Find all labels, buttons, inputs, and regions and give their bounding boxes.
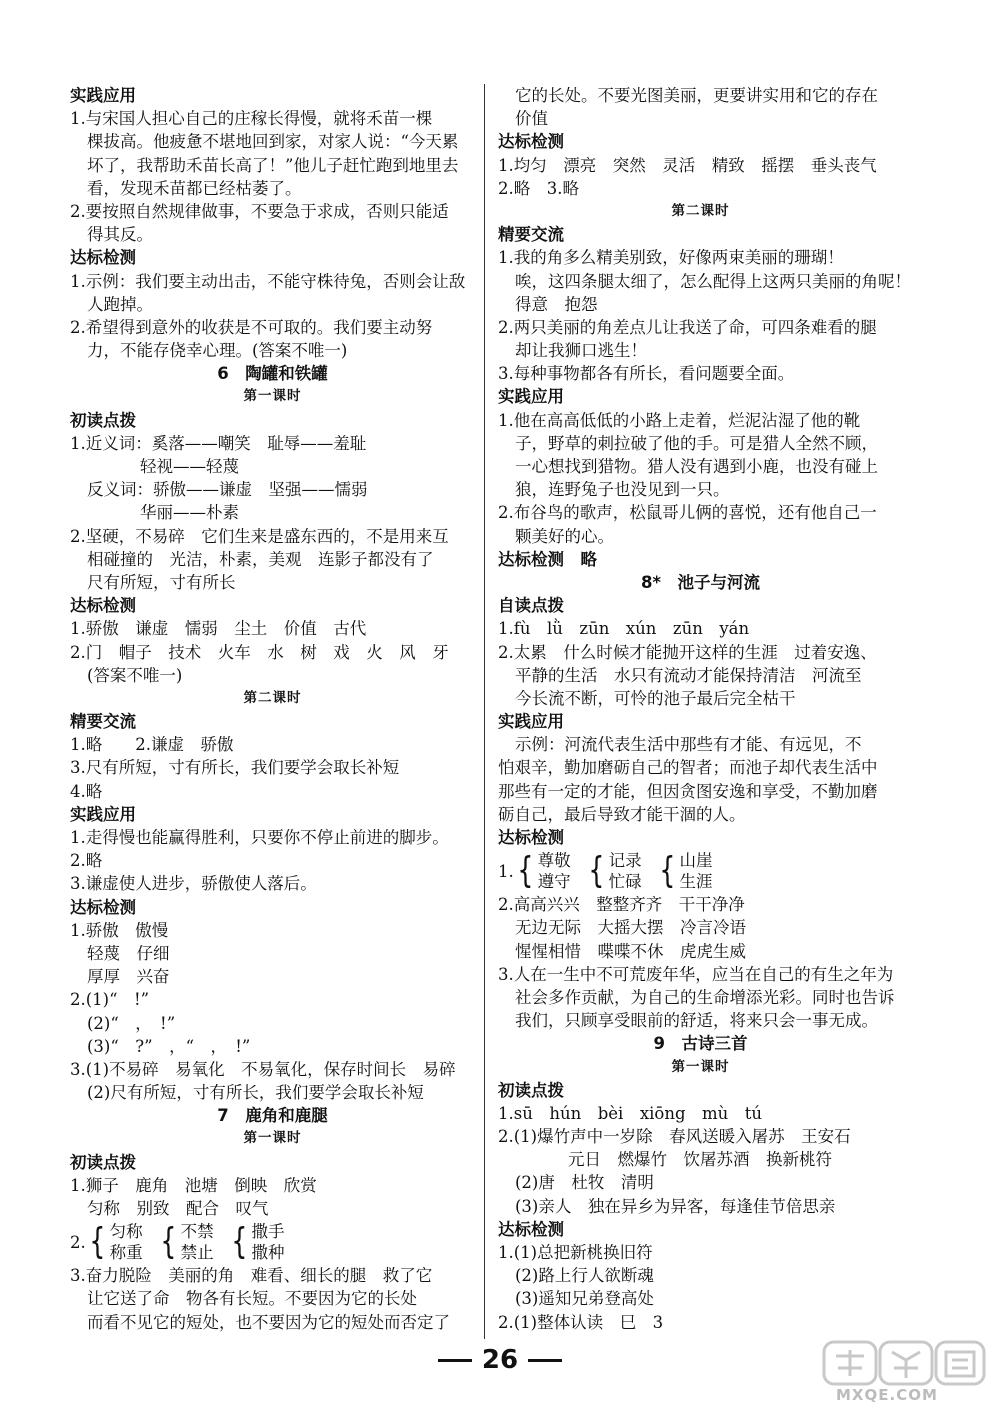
answer-line: 让它送了命 物各有长短。不要因为它的长处 bbox=[87, 1289, 417, 1309]
brace-icon: { bbox=[230, 1221, 248, 1263]
answer-line: 棵拔高。他疲惫不堪地回到家，对家人说：“今天累 bbox=[87, 132, 459, 152]
dash-icon bbox=[438, 1359, 472, 1362]
brace-item: 遵守 bbox=[537, 872, 571, 892]
answer-line: 2.门 帽子 技术 火车 水 树 戏 火 风 牙 bbox=[70, 642, 449, 662]
brace-icon: { bbox=[517, 850, 534, 892]
section-heading: 初读点拨 bbox=[70, 1152, 136, 1172]
right-column bbox=[498, 84, 911, 1334]
lesson-subtitle: 第二课时 bbox=[243, 689, 302, 706]
answer-line: 人跑掉。 bbox=[87, 294, 153, 314]
answer-line: 子，野草的刺拉破了他的手。可是猎人全然不顾， bbox=[515, 433, 878, 453]
section-heading: 达标检测 bbox=[70, 596, 136, 616]
answer-line: 2.(1)整体认读 巳 3 bbox=[498, 1312, 664, 1332]
answer-line: 示例：河流代表生活中那些有才能、有远见，不 bbox=[515, 735, 862, 755]
page-number-value: 26 bbox=[481, 1345, 519, 1375]
brace-item: 称重 bbox=[109, 1243, 143, 1263]
answer-line: 我们，只顾享受眼前的舒适，将来只会一事无成。 bbox=[515, 1011, 878, 1031]
answer-line: 而看不见它的短处，也不要因为它的短处而否定了 bbox=[87, 1312, 450, 1332]
answer-line: 3.尺有所短，寸有所长，我们要学会取长补短 bbox=[70, 758, 400, 778]
answer-line: 看，发现禾苗都已经枯萎了。 bbox=[87, 178, 302, 198]
answer-line: 2.略 3.略 bbox=[498, 178, 579, 198]
answer-line: 1.(1)总把新桃换旧符 bbox=[498, 1243, 653, 1262]
brace-group bbox=[585, 850, 642, 892]
answer-line: 轻蔑 仔细 bbox=[87, 943, 170, 963]
brace-icon: { bbox=[160, 1221, 177, 1263]
section-heading: 精要交流 bbox=[70, 712, 136, 732]
answer-line: 厚厚 兴奋 bbox=[87, 967, 170, 987]
answer-line: 2.略 bbox=[70, 851, 103, 871]
answer-line: 反义词：骄傲——谦虚 坚强——懦弱 bbox=[87, 480, 368, 500]
answer-line: 3.奋力脱险 美丽的角 难看、细长的腿 救了它 bbox=[70, 1266, 433, 1286]
watermark-text: MXQE.COM bbox=[836, 1386, 938, 1404]
section-heading: 实践应用 bbox=[70, 86, 136, 105]
answer-line: 今长流不断，可怜的池子最后完全枯干 bbox=[515, 688, 796, 708]
answer-line: 1.狮子 鹿角 池塘 倒映 欣赏 bbox=[70, 1175, 317, 1195]
brace-item: 撒手 bbox=[251, 1222, 285, 1242]
answer-line: 1.示例：我们要主动出击，不能守株待兔，否则会让敌 bbox=[70, 271, 466, 291]
brace-icon: { bbox=[658, 850, 676, 892]
section-heading: 初读点拨 bbox=[70, 410, 136, 430]
answer-line: 平静的生活 水只有流动才能保持清洁 河流至 bbox=[515, 665, 862, 685]
answer-line: (答案不唯一) bbox=[87, 665, 183, 685]
answer-line: 2.(1)“ !” bbox=[70, 990, 150, 1010]
answer-line: (3)“ ?” ，“ ， !” bbox=[87, 1036, 251, 1056]
answer-line: 砺自己，最后导致才能干涸的人。 bbox=[498, 804, 746, 824]
lesson-title: 6 陶罐和铁罐 bbox=[217, 364, 328, 384]
brace-item: 生涯 bbox=[679, 872, 713, 892]
brace-item: 禁止 bbox=[180, 1243, 214, 1263]
answer-line: 2.布谷鸟的歌声，松鼠哥儿俩的喜悦，还有他自己一 bbox=[498, 503, 877, 523]
answer-line: 相碰撞的 光洁，朴素，美观 连影子都没有了 bbox=[87, 549, 434, 569]
section-heading: 达标检测 bbox=[498, 132, 564, 152]
lesson-title: 8* 池子与河流 bbox=[640, 572, 761, 592]
brace-item: 尊敬 bbox=[537, 851, 571, 871]
answer-line: 1.骄傲 谦虚 懦弱 尘土 价值 古代 bbox=[70, 619, 367, 639]
brace-item: 山崖 bbox=[679, 851, 713, 871]
section-heading: 达标检测 bbox=[70, 248, 136, 268]
lesson-subtitle: 第一课时 bbox=[671, 1058, 730, 1075]
brace-group-row bbox=[498, 849, 903, 893]
section-heading: 达标检测 bbox=[498, 1219, 564, 1239]
answer-line: 1.走得慢也能赢得胜利，只要你不停止前进的脚步。 bbox=[70, 828, 449, 847]
left-column bbox=[70, 84, 475, 1334]
section-heading: 达标检测 bbox=[498, 828, 564, 847]
answer-line: (2)路上行人欲断魂 bbox=[515, 1266, 654, 1286]
answer-line: 一心想找到猎物。猎人没有遇到小鹿，也没有碰上 bbox=[515, 457, 878, 476]
lesson-subtitle: 第一课时 bbox=[243, 1130, 302, 1147]
section-heading: 精要交流 bbox=[498, 225, 564, 245]
answer-line: 华丽——朴素 bbox=[140, 503, 239, 523]
brace-group bbox=[228, 1221, 285, 1263]
section-heading: 实践应用 bbox=[498, 712, 564, 732]
answer-line: 匀称 别致 配合 叹气 bbox=[87, 1199, 269, 1218]
answer-line: 轻视——轻蔑 bbox=[140, 457, 239, 476]
brace-group bbox=[86, 1221, 143, 1263]
pinyin-line: 1.fù lǜ zūn xún zūn yán bbox=[498, 619, 750, 639]
brace-icon: { bbox=[89, 1221, 106, 1263]
brace-item: 不禁 bbox=[180, 1222, 214, 1242]
answer-line: 价值 bbox=[515, 109, 548, 129]
lesson-title: 7 鹿角和鹿腿 bbox=[217, 1106, 328, 1126]
answer-line: 社会多作贡献，为自己的生命增添光彩。同时也告诉 bbox=[515, 987, 895, 1007]
answer-line: 2.(1)爆竹声中一岁除 春风送暖入屠苏 王安石 bbox=[498, 1127, 851, 1147]
answer-line: 1.近义词：奚落——嘲笑 耻辱——羞耻 bbox=[70, 433, 367, 453]
answer-line: 元日 燃爆竹 饮屠苏酒 换新桃符 bbox=[568, 1150, 832, 1170]
answer-line: 颗美好的心。 bbox=[515, 526, 614, 546]
section-heading: 达标检测 bbox=[70, 897, 136, 917]
answer-line: (2)“ ， !” bbox=[87, 1013, 176, 1033]
brace-item: 撒种 bbox=[251, 1243, 285, 1263]
answer-line: 得意 抱怨 bbox=[515, 294, 598, 314]
column-divider bbox=[484, 84, 485, 1339]
brace-item: 匀称 bbox=[109, 1222, 143, 1242]
section-heading: 达标检测 略 bbox=[498, 549, 597, 569]
question-number: 1. bbox=[498, 861, 514, 881]
brace-group bbox=[656, 850, 713, 892]
answer-line: 1.我的角多么精美别致，好像两束美丽的珊瑚！ bbox=[498, 248, 844, 268]
brace-icon: { bbox=[588, 850, 605, 892]
answer-line: 2.两只美丽的角差点儿让我送了命，可四条难看的腿 bbox=[498, 317, 877, 337]
answer-line: (3)亲人 独在异乡为异客，每逢佳节倍思亲 bbox=[515, 1196, 836, 1216]
answer-line: 惺惺相惜 喋喋不休 虎虎生威 bbox=[515, 941, 746, 961]
answer-line: (3)遥知兄弟登高处 bbox=[515, 1289, 654, 1309]
section-heading: 实践应用 bbox=[70, 804, 136, 824]
answer-line: 1.略 2.谦虚 骄傲 bbox=[70, 735, 234, 755]
answer-line: 2.坚硬，不易碎 它们生来是盛东西的，不是用来互 bbox=[70, 526, 449, 546]
answer-line: 力，不能存侥幸心理。(答案不唯一) bbox=[87, 341, 348, 361]
answer-line: 1.他在高高低低的小路上走着，烂泥沾湿了他的靴 bbox=[498, 410, 861, 430]
answer-line: 唉，这四条腿太细了，怎么配得上这两只美丽的角呢！ bbox=[515, 271, 911, 291]
brace-group-row bbox=[70, 1220, 475, 1264]
answer-line: 3.谦虚使人进步，骄傲使人落后。 bbox=[70, 874, 317, 894]
lesson-subtitle: 第一课时 bbox=[243, 388, 302, 405]
section-heading: 初读点拨 bbox=[498, 1080, 564, 1100]
question-number: 2. bbox=[70, 1232, 86, 1252]
brace-group bbox=[514, 850, 571, 892]
answer-line: (2)尺有所短，寸有所长，我们要学会取长补短 bbox=[87, 1083, 424, 1103]
lesson-subtitle: 第二课时 bbox=[671, 202, 730, 219]
answer-line: 那些有一定的才能，但因贪图安逸和享受，不勤加磨 bbox=[498, 781, 878, 801]
brace-item: 记录 bbox=[608, 851, 642, 871]
answer-line: 2.希望得到意外的收获是不可取的。我们要主动努 bbox=[70, 317, 433, 337]
section-heading: 实践应用 bbox=[498, 387, 564, 407]
brace-item: 忙碌 bbox=[608, 872, 642, 892]
answer-line: 1.与宋国人担心自己的庄稼长得慢，就将禾苗一棵 bbox=[70, 109, 433, 129]
answer-line: (2)唐 杜牧 清明 bbox=[515, 1173, 654, 1193]
answer-line: 1.骄傲 傲慢 bbox=[70, 920, 169, 940]
answer-line: 3.每种事物都各有所长，看问题要全面。 bbox=[498, 364, 795, 384]
answer-line: 无边无际 大摇大摆 冷言冷语 bbox=[515, 918, 746, 938]
answer-line: 怕艰辛，勤加磨砺自己的智者；而池子却代表生活中 bbox=[498, 758, 878, 778]
section-heading: 自读点拨 bbox=[498, 596, 564, 616]
answer-line: 2.高高兴兴 整整齐齐 干干净净 bbox=[498, 895, 745, 915]
pinyin-line: 1.sū hún bèi xiōng mù tú bbox=[498, 1103, 763, 1123]
brace-group bbox=[157, 1221, 214, 1263]
lesson-title: 9 古诗三首 bbox=[653, 1034, 748, 1054]
answer-line: 3.(1)不易碎 易氧化 不易氧化，保存时间长 易碎 bbox=[70, 1059, 456, 1079]
answer-line: 却让我狮口逃生！ bbox=[515, 341, 647, 361]
answer-line: 得其反。 bbox=[87, 225, 153, 245]
answer-line: 2.要按照自然规律做事，不要急于求成，否则只能适 bbox=[70, 201, 449, 221]
answer-line: 狼，连野兔子也没见到一只。 bbox=[515, 480, 730, 500]
answer-line: 1.均匀 漂亮 突然 灵活 精致 摇摆 垂头丧气 bbox=[498, 155, 877, 175]
answer-line: 2.太累 什么时候才能抛开这样的生涯 过着安逸、 bbox=[498, 642, 877, 662]
dash-icon bbox=[528, 1359, 562, 1362]
answer-line: 坏了，我帮助禾苗长高了！”他儿子赶忙跑到地里去 bbox=[87, 155, 459, 175]
answer-line: 3.人在一生中不可荒废年华，应当在自己的有生之年为 bbox=[498, 964, 894, 984]
answer-line: 尺有所短，寸有所长 bbox=[87, 572, 236, 592]
answer-line: 4.略 bbox=[70, 781, 103, 801]
answer-line: 它的长处。不要光图美丽，更要讲实用和它的存在 bbox=[515, 86, 878, 105]
